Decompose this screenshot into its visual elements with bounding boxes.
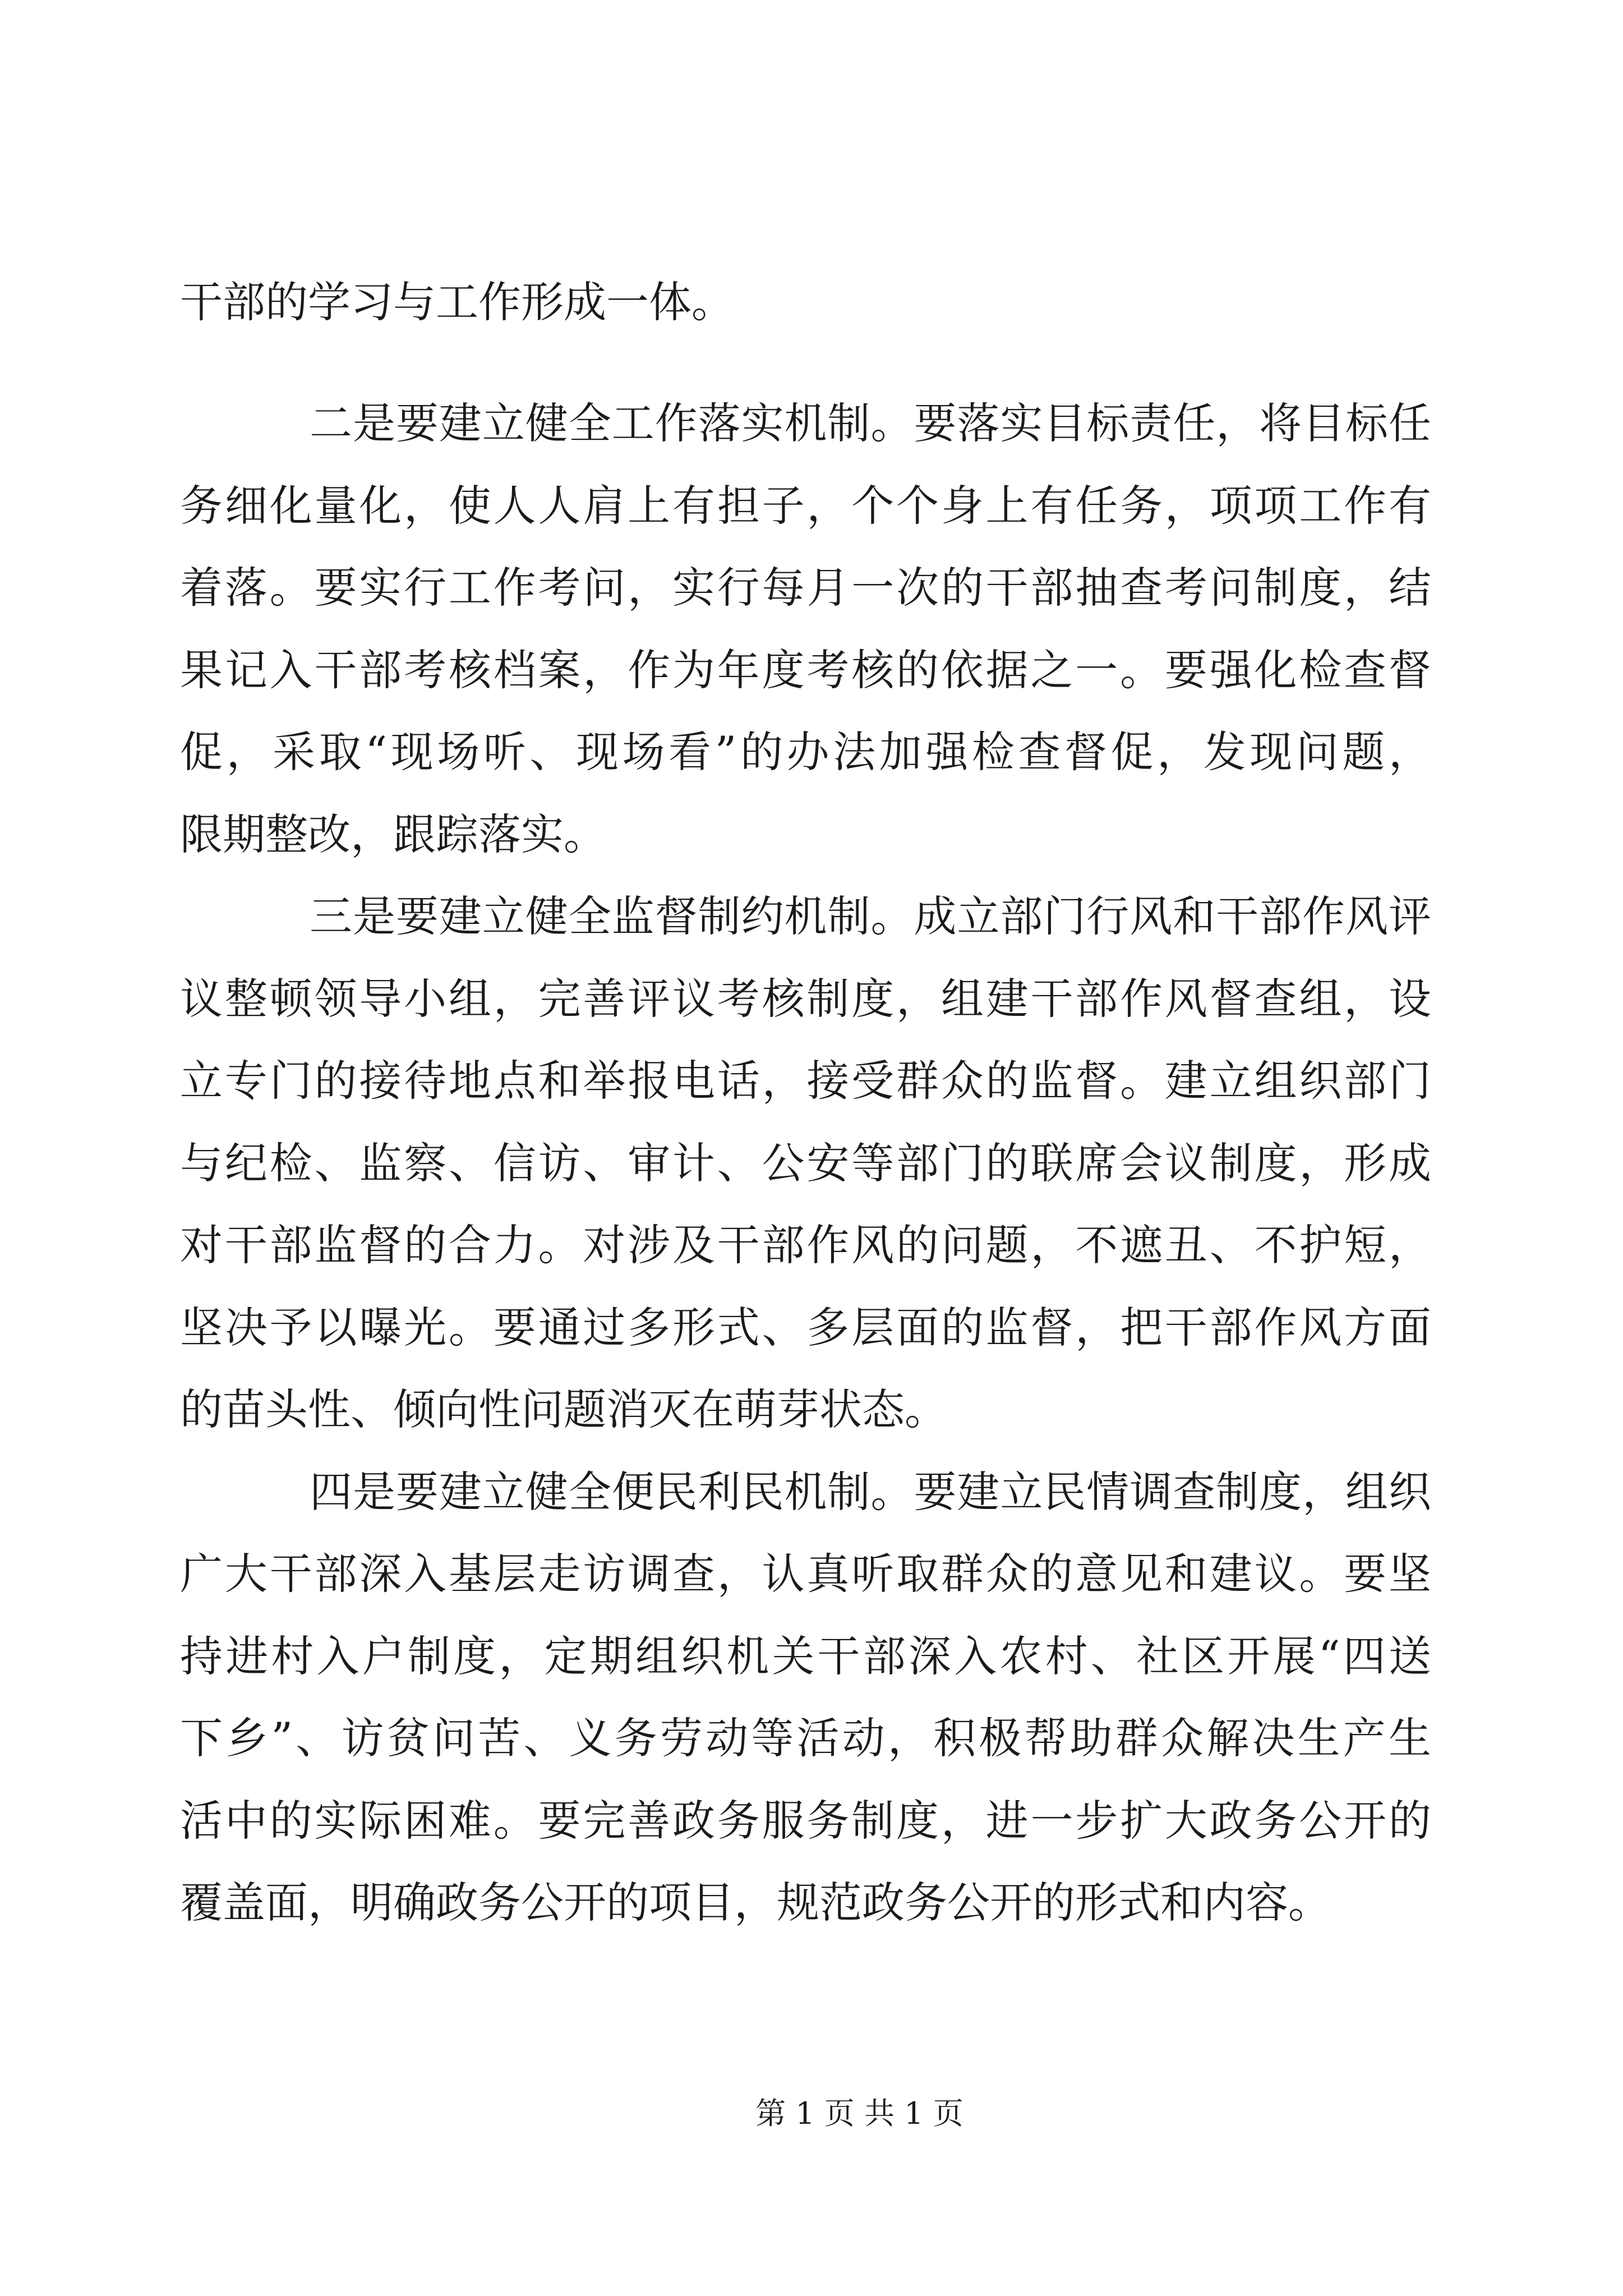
text-line: 促，采取“现场听、现场看”的办法加强检查督促，发现问题， — [180, 727, 1431, 777]
text-line: 果记入干部考核档案，作为年度考核的依据之一。要强化检查督 — [180, 645, 1431, 695]
paragraph-supervision — [180, 876, 1431, 1451]
text-line: 覆盖面，明确政务公开的项目，规范政务公开的形式和内容。 — [180, 1878, 1331, 1927]
text-line: 务细化量化，使人人肩上有担子，个个身上有任务，项项工作有 — [180, 480, 1431, 531]
text-line: 坚决予以曝光。要通过多形式、多层面的监督，把干部作风方面 — [180, 1302, 1431, 1352]
text-line: 持进村入户制度，定期组织机关干部深入农村、社区开展“四送 — [180, 1631, 1431, 1681]
text-line: 二是要建立健全工作落实机制。要落实目标责任，将目标任 — [310, 398, 1431, 448]
text-line: 议整顿领导小组，完善评议考核制度，组建干部作风督查组，设 — [180, 973, 1431, 1024]
paragraph-work-implementation — [180, 383, 1431, 876]
text-line: 的苗头性、倾向性问题消灭在萌芽状态。 — [180, 1384, 947, 1434]
text-line: 下乡”、访贫问苦、义务劳动等活动，积极帮助群众解决生产生 — [180, 1713, 1431, 1763]
paragraph-public-service — [180, 1451, 1431, 1944]
text-line: 着落。要实行工作考问，实行每月一次的干部抽查考问制度，结 — [180, 563, 1431, 613]
text-line: 广大干部深入基层走访调查，认真听取群众的意见和建议。要坚 — [180, 1549, 1431, 1599]
text-line: 干部的学习与工作形成一体。 — [180, 277, 734, 327]
text-line: 对干部监督的合力。对涉及干部作风的问题，不遮丑、不护短， — [180, 1220, 1431, 1270]
text-line: 四是要建立健全便民利民机制。要建立民情调查制度，组织 — [310, 1466, 1431, 1517]
document-body — [180, 261, 1431, 1944]
text-line: 活中的实际困难。要完善政务服务制度，进一步扩大政务公开的 — [180, 1795, 1431, 1846]
text-line: 立专门的接待地点和举报电话，接受群众的监督。建立组织部门 — [180, 1056, 1431, 1106]
text-line: 与纪检、监察、信访、审计、公安等部门的联席会议制度，形成 — [180, 1138, 1431, 1188]
text-line: 限期整改，跟踪落实。 — [180, 809, 606, 859]
page-footer: 第 1 页 共 1 页 — [755, 2096, 963, 2131]
text-line: 三是要建立健全监督制约机制。成立部门行风和干部作风评 — [310, 891, 1431, 941]
paragraph-continuation — [180, 261, 1431, 344]
